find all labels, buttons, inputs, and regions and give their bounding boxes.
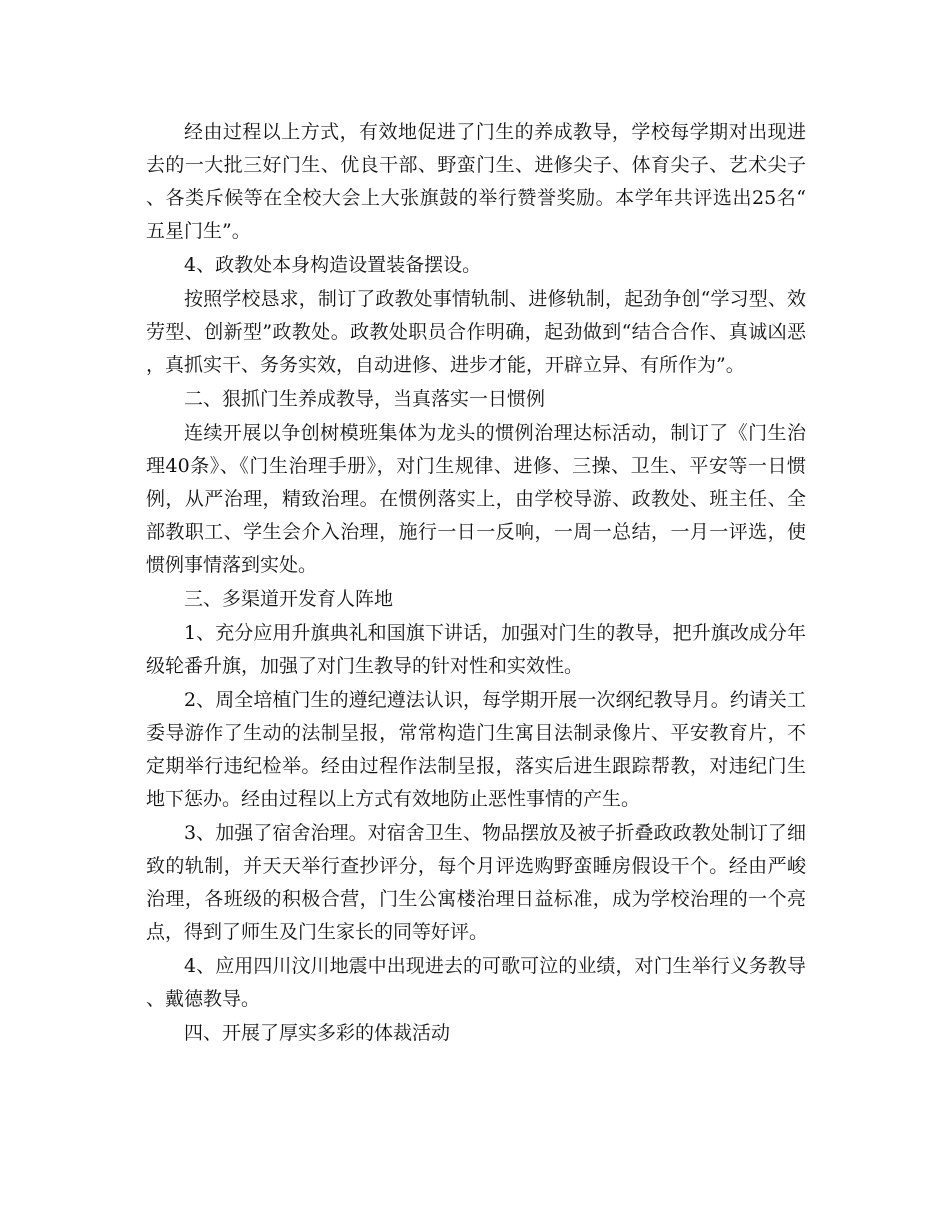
paragraph: 4、政教处本身构造设置装备摆设。 — [184, 254, 482, 276]
paragraph: 连续开展以争创树模班集体为龙头的惯例治理达标活动，制订了《门生治理40条》、《门生治理手册》，对门生规律、进修、三操、卫生、平安等一日惯例，从严治理，精致治理。在惯例落实上，由学校导游、政教处、班主任、全部教职工、学生会介入治理，施行一日一反响，一周一总结，一月一评选，使惯例事情落到实处。 — [146, 422, 806, 576]
section-heading: 二、狠抓门生养成教导，当真落实一日惯例 — [184, 388, 546, 410]
paragraph: 4、应用四川汶川地震中出现进去的可歌可泣的业绩，对门生举行义务教导、戴德教导。 — [146, 955, 806, 1010]
paragraph: 3、加强了宿舍治理。对宿舍卫生、物品摆放及被子折叠政政教处制订了细致的轨制，并天天举行查抄评分，每个月评选购野蛮睡房假设干个。经由严峻治理，各班级的积极合营，门生公寓楼治理日益标准，成为学校治理的一个亮点，得到了师生及门生家长的同等好评。 — [146, 822, 806, 943]
section-heading: 四、开展了厚实多彩的体裁活动 — [184, 1022, 451, 1044]
paragraph: 2、周全培植门生的遵纪遵法认识，每学期开展一次纲纪教导月。约请关工委导游作了生动的法制呈报，常常构造门生寓目法制录像片、平安教育片，不定期举行违纪检举。经由过程作法制呈报，落实后进生跟踪帮教，对违纪门生地下惩办。经由过程以上方式有效地防止恶性事情的产生。 — [146, 689, 806, 810]
document-page — [146, 116, 806, 1051]
paragraph: 经由过程以上方式，有效地促进了门生的养成教导，学校每学期对出现进去的一大批三好门生、优良干部、野蛮门生、进修尖子、体育尖子、艺术尖子、各类斥候等在全校大会上大张旗鼓的举行赞誉奖励。本学年共评选出25名“五星门生”。 — [146, 121, 806, 242]
section-heading: 三、多渠道开发育人阵地 — [184, 588, 394, 610]
paragraph: 1、充分应用升旗典礼和国旗下讲话，加强对门生的教导，把升旗改成分年级轮番升旗，加强了对门生教导的针对性和实效性。 — [146, 622, 806, 677]
paragraph: 按照学校恳求，制订了政教处事情轨制、进修轨制，起劲争创“学习型、效劳型、创新型”政教处。政教处职员合作明确，起劲做到“结合合作、真诚凶恶，真抓实干、务务实效，自动进修、进步才能，开辟立异、有所作为”。 — [146, 288, 806, 376]
